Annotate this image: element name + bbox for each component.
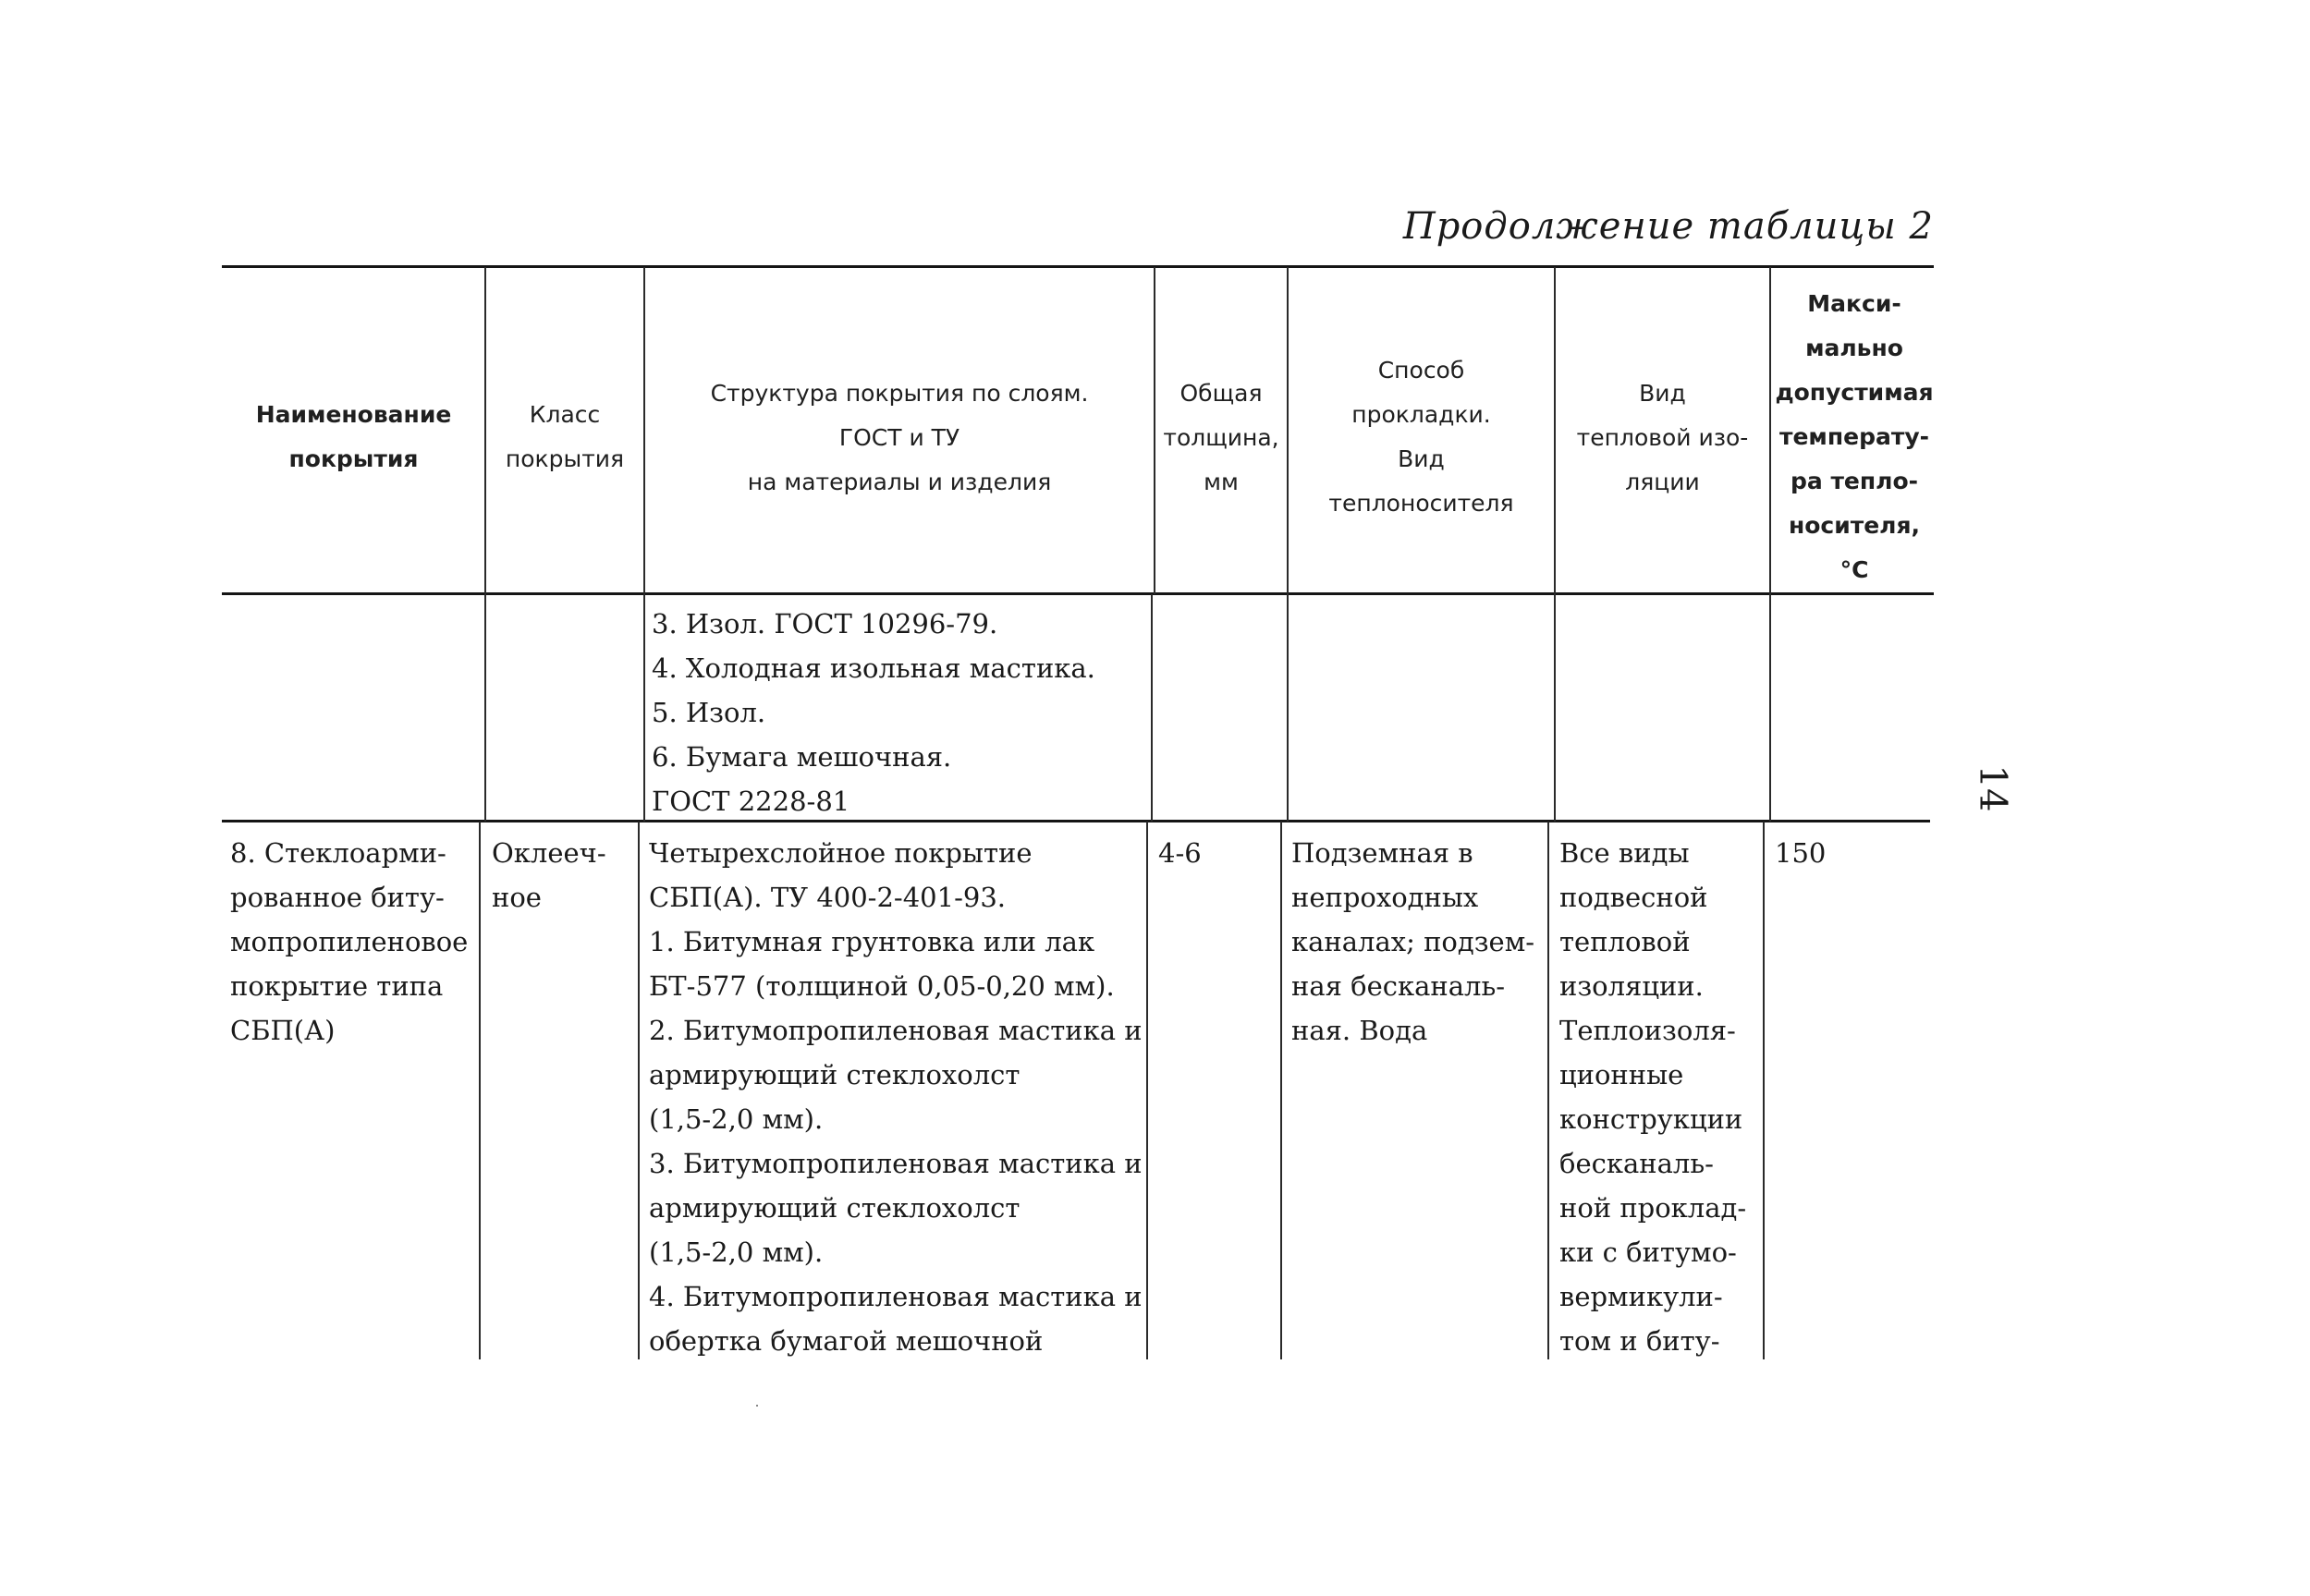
row8-name-cell: 8. Стеклоарми- рованное биту- мопропиленовое покрытие типа СБП(А) xyxy=(230,837,469,1046)
col-divider-3-r1 xyxy=(1151,594,1153,822)
header-thickness: Общая толщина, мм xyxy=(1163,380,1279,495)
col-divider-4-r2 xyxy=(1280,822,1282,1359)
row8-thickness-cell: 4-6 xyxy=(1158,837,1202,869)
col-divider-5-r2 xyxy=(1547,822,1549,1359)
col-divider-4 xyxy=(1287,267,1289,594)
header-class: Класс покрытия xyxy=(505,401,625,472)
col-divider-6 xyxy=(1769,267,1771,594)
col-divider-2-r1 xyxy=(643,594,645,822)
col-divider-2 xyxy=(643,267,645,594)
row8-method-cell: Подземная в непроходных каналах; подзем- ная бесканаль- ная. Вода xyxy=(1291,837,1535,1046)
col-divider-3 xyxy=(1154,267,1155,594)
header-bottom-rule xyxy=(222,592,1934,595)
table-caption: Продолжение таблицы 2 xyxy=(1402,205,1934,248)
col-divider-1-r2 xyxy=(479,822,481,1359)
col-divider-5-r1 xyxy=(1554,594,1556,822)
header-structure: Структура покрытия по слоям. ГОСТ и ТУ на материалы и изделия xyxy=(710,380,1089,495)
table-top-rule xyxy=(222,265,1934,268)
header-name: Наименование покрытия xyxy=(255,401,452,472)
col-divider-4-r1 xyxy=(1287,594,1289,822)
header-method: Способ прокладки. Вид теплоносителя xyxy=(1328,357,1514,517)
row8-max-temp-cell: 150 xyxy=(1775,837,1827,869)
col-divider-1-r1 xyxy=(484,594,486,822)
col-divider-3-r2 xyxy=(1146,822,1148,1359)
row8-structure-cell: Четырехслойное покрытие СБП(А). ТУ 400-2-401-93. 1. Битумная грунтовка или лак БТ-577 (толщиной 0,05-0,20 мм). 2. Битумопропиленовая мастика и армирующий стеклохолст (1,5-2,0 мм). 3. Битумопропиленовая мастика и армирующий стеклохолст (1,5-2,0 мм). 4. Битумопропиленовая мастика и обертка бумагой мешочной xyxy=(649,837,1143,1357)
col-divider-2-r2 xyxy=(638,822,640,1359)
col-divider-1 xyxy=(484,267,486,594)
scan-speck xyxy=(756,1405,758,1407)
col-divider-6-r1 xyxy=(1769,594,1771,822)
header-max-temp: Макси- мально допустимая температу- ра тепло- носителя, °С xyxy=(1775,290,1934,583)
continued-structure-cell: 3. Изол. ГОСТ 10296-79. 4. Холодная изольная мастика. 5. Изол. 6. Бумага мешочная. ГОСТ 2228-81 xyxy=(652,608,1095,817)
row8-insulation-cell: Все виды подвесной тепловой изоляции. Теплоизоля- ционные конструкции бесканаль- ной проклад- ки с битумо- вермикули- том и биту- xyxy=(1559,837,1747,1357)
col-divider-5 xyxy=(1554,267,1556,594)
col-divider-6-r2 xyxy=(1763,822,1765,1359)
page-number: 14 xyxy=(1971,764,2014,812)
row8-class-cell: Оклееч- ное xyxy=(492,837,606,913)
header-insulation: Вид тепловой изо- ляции xyxy=(1576,380,1749,495)
